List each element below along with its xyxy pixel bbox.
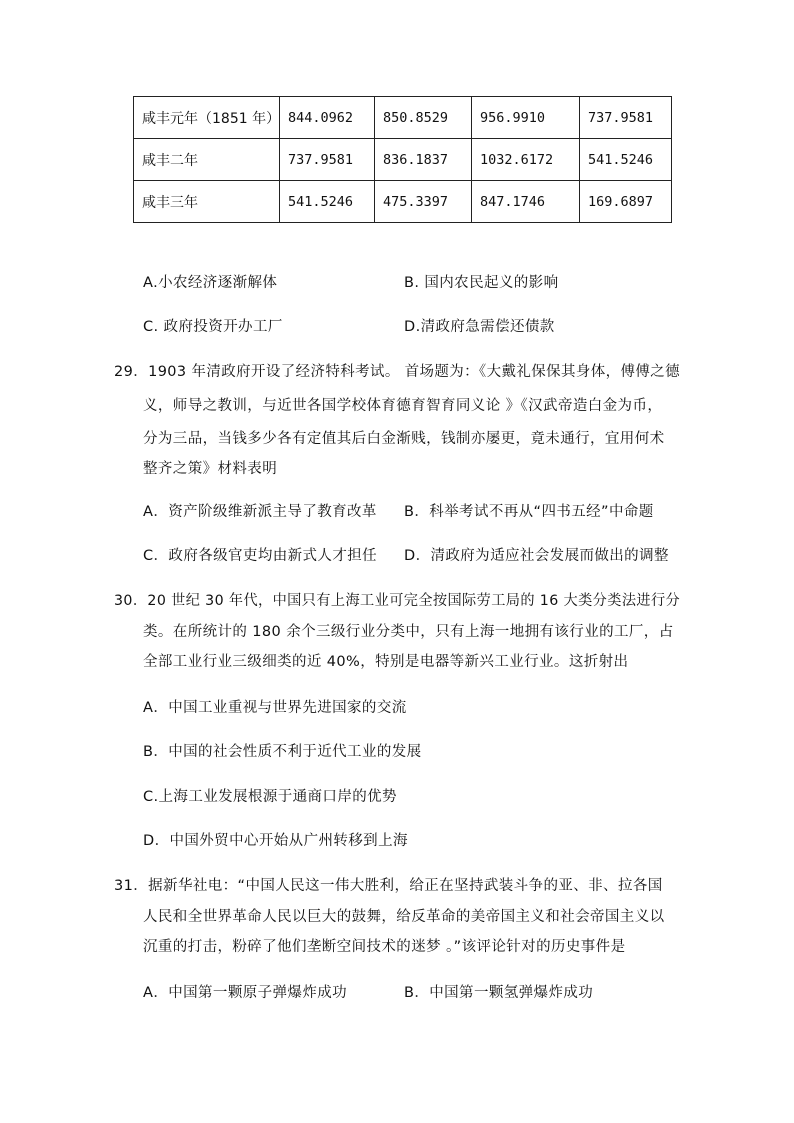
q28-option-c: C. 政府投资开办工厂 bbox=[143, 319, 283, 335]
q29-stem-line: 义，师导之教训，与近世各国学校体育德育智育同义论 》《汉武帝造白金为币， bbox=[143, 398, 663, 414]
row-label: 咸丰三年 bbox=[134, 181, 280, 223]
row-label: 咸丰元年（1851 年） bbox=[134, 97, 280, 139]
table-row bbox=[134, 139, 672, 181]
table-cell: 844.0962 bbox=[280, 97, 375, 139]
table-cell: 1032.6172 bbox=[472, 139, 580, 181]
q29-stem-line: 整齐之策》材料表明 bbox=[143, 461, 278, 477]
q31-option-a: A．中国第一颗原子弹爆炸成功 bbox=[143, 985, 348, 1001]
q31-stem-line: 人民和全世界革命人民以巨大的鼓舞，给反革命的美帝国主义和社会帝国主义以 bbox=[143, 909, 665, 925]
table-cell: 847.1746 bbox=[472, 181, 580, 223]
table-cell: 850.8529 bbox=[375, 97, 472, 139]
row-label: 咸丰二年 bbox=[134, 139, 280, 181]
q30-option-c: C.上海工业发展根源于通商口岸的优势 bbox=[143, 789, 397, 805]
q30-stem-line: 30．20 世纪 30 年代，中国只有上海工业可完全按国际劳工局的 16 大类分类法进行分 bbox=[114, 593, 681, 609]
q29-option-a: A．资产阶级维新派主导了教育改革 bbox=[143, 504, 377, 520]
q28-option-b: B. 国内农民起义的影响 bbox=[404, 275, 559, 291]
q29-option-c: C．政府各级官吏均由新式人才担任 bbox=[143, 548, 378, 564]
table-cell: 475.3397 bbox=[375, 181, 472, 223]
q28-option-d: D.清政府急需偿还债款 bbox=[404, 319, 555, 335]
q31-option-b: B．中国第一颗氢弹爆炸成功 bbox=[404, 985, 594, 1001]
table-row bbox=[134, 97, 672, 139]
table-cell: 737.9581 bbox=[280, 139, 375, 181]
q31-stem-line: 31．据新华社电：“中国人民这一伟大胜利，给正在坚持武装斗争的亚、非、拉各国 bbox=[114, 878, 663, 894]
q30-stem-line: 全部工业行业三级细类的近 40%，特别是电器等新兴工业行业。这折射出 bbox=[143, 654, 629, 670]
q30-option-d: D．中国外贸中心开始从广州转移到上海 bbox=[143, 833, 408, 849]
q30-stem-line: 类。在所统计的 180 余个三级行业分类中，只有上海一地拥有该行业的工厂，占 bbox=[143, 624, 674, 640]
table-cell: 541.5246 bbox=[580, 139, 672, 181]
q29-stem-line: 分为三品，当钱多少各有定值其后白金渐贱，钱制亦屡更，竟未通行，宜用何术 bbox=[143, 431, 665, 447]
table-cell: 836.1837 bbox=[375, 139, 472, 181]
table-cell: 169.6897 bbox=[580, 181, 672, 223]
q31-stem-line: 沉重的打击，粉碎了他们垄断空间技术的迷梦 。”该评论针对的历史事件是 bbox=[143, 939, 626, 955]
table-cell: 956.9910 bbox=[472, 97, 580, 139]
table-row bbox=[134, 181, 672, 223]
q30-option-a: A．中国工业重视与世界先进国家的交流 bbox=[143, 700, 407, 716]
q29-option-b: B．科举考试不再从“四书五经”中命题 bbox=[404, 504, 654, 520]
q29-option-d: D．清政府为适应社会发展而做出的调整 bbox=[404, 548, 669, 564]
table-cell: 541.5246 bbox=[280, 181, 375, 223]
data-table bbox=[133, 96, 672, 223]
table-cell: 737.9581 bbox=[580, 97, 672, 139]
q29-stem-line: 29．1903 年清政府开设了经济特科考试。 首场题为：《大戴礼保保其身体，傅傅之德 bbox=[114, 364, 680, 380]
q30-option-b: B．中国的社会性质不利于近代工业的发展 bbox=[143, 744, 422, 760]
q28-option-a: A.小农经济逐渐解体 bbox=[143, 275, 278, 291]
